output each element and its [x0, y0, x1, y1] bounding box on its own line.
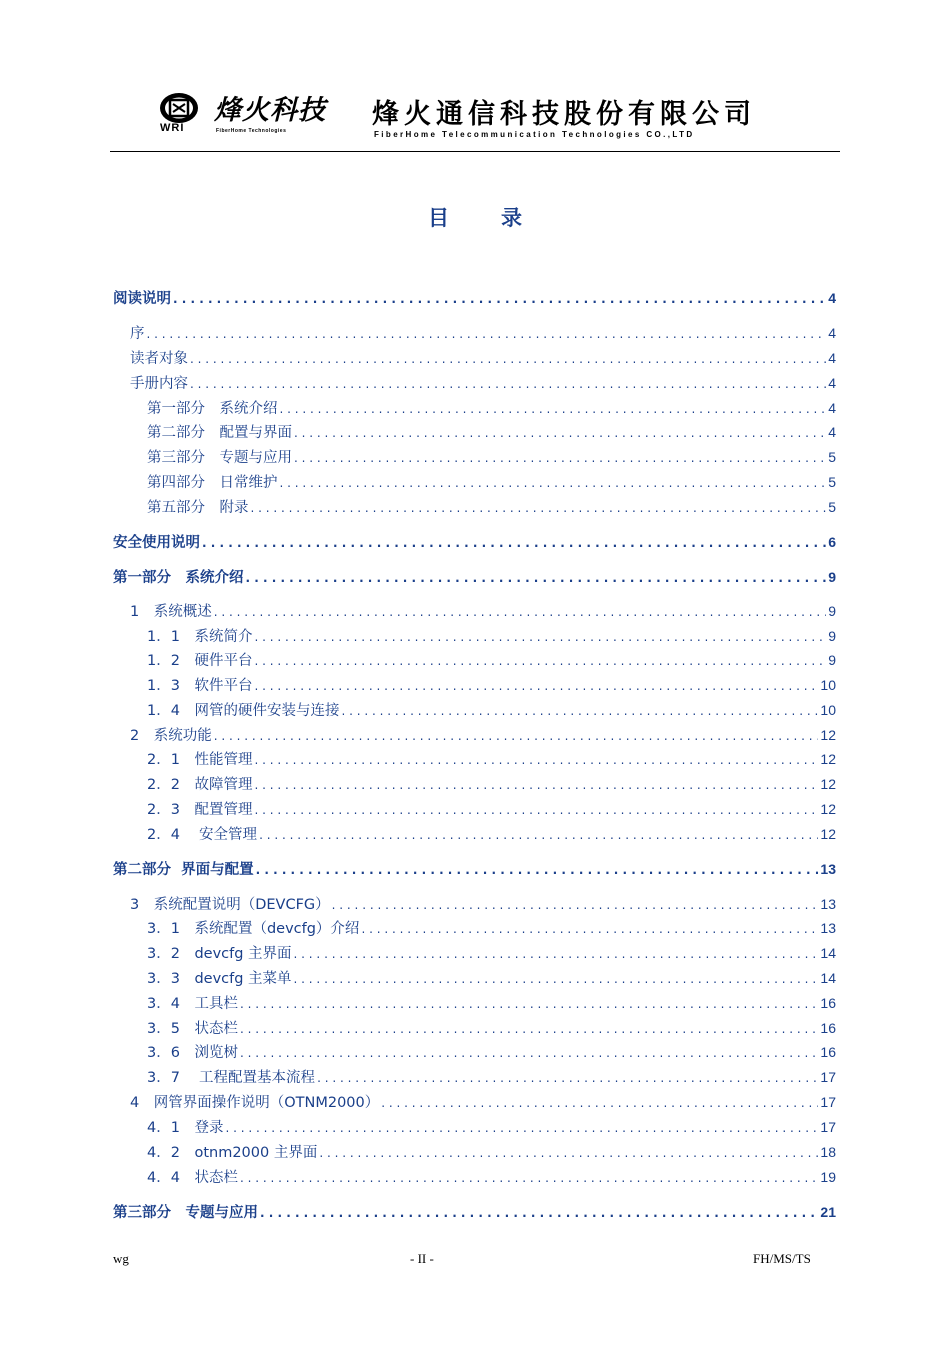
toc-dot-leader	[317, 1071, 818, 1085]
toc-entry-page: 12	[820, 751, 836, 767]
toc-entry[interactable]	[113, 942, 836, 963]
toc-entry-label: 第一部分 系统介绍	[113, 570, 244, 586]
toc-entry[interactable]	[113, 773, 836, 794]
toc-entry[interactable]	[113, 287, 836, 308]
toc-entry-page: 4	[828, 350, 836, 366]
toc-dot-leader	[256, 863, 819, 877]
toc-entry[interactable]	[113, 1091, 836, 1112]
toc-entry[interactable]	[113, 600, 836, 621]
toc-entry[interactable]	[113, 372, 836, 393]
toc-dot-leader	[254, 803, 818, 817]
toc-entry-label: 2．3 配置管理	[147, 802, 253, 818]
toc-entry-label: 2．2 故障管理	[147, 777, 253, 793]
toc-entry-label: 4 网管界面操作说明（OTNM2000）	[130, 1095, 380, 1111]
toc-entry-page: 5	[828, 474, 836, 490]
toc-entry-page: 14	[820, 970, 836, 986]
toc-entry[interactable]	[113, 397, 836, 418]
toc-entry-label: 阅读说明	[113, 291, 171, 307]
toc-entry[interactable]	[113, 471, 836, 492]
toc-entry[interactable]	[113, 446, 836, 467]
toc-entry-page: 9	[828, 603, 836, 619]
toc-entry-label: 1．2 硬件平台	[147, 653, 253, 669]
toc-entry[interactable]	[113, 1201, 836, 1222]
toc-entry-label: 安全使用说明	[113, 535, 200, 551]
toc-entry-label: 1．3 软件平台	[147, 678, 253, 694]
toc-dot-leader	[202, 536, 826, 550]
toc-entry-label: 3．1 系统配置（devcfg）介绍	[147, 921, 360, 937]
toc-entry[interactable]	[113, 858, 836, 879]
toc-entry[interactable]	[113, 992, 836, 1013]
logo-abbreviation: WRI	[160, 122, 185, 134]
toc-entry-page: 13	[820, 861, 836, 877]
toc-dot-leader	[240, 1046, 818, 1060]
toc-entry[interactable]	[113, 625, 836, 646]
toc-dot-leader	[294, 947, 819, 961]
toc-entry-label: 第五部分 附录	[147, 500, 249, 516]
toc-entry[interactable]	[113, 893, 836, 914]
toc-entry-label: 4．4 状态栏	[147, 1170, 238, 1186]
toc-entry-label: 第一部分 系统介绍	[147, 401, 278, 417]
toc-dot-leader	[254, 778, 818, 792]
toc-entry[interactable]	[113, 649, 836, 670]
company-name-chinese: 烽火通信科技股份有限公司	[372, 99, 756, 130]
toc-entry[interactable]	[113, 1116, 836, 1137]
page-title: 目录	[428, 206, 574, 230]
toc-entry-page: 9	[828, 628, 836, 644]
toc-dot-leader	[254, 630, 826, 644]
toc-entry[interactable]	[113, 967, 836, 988]
toc-entry[interactable]	[113, 496, 836, 517]
toc-entry-label: 4．2 otnm2000 主界面	[147, 1145, 318, 1161]
toc-entry[interactable]	[113, 674, 836, 695]
footer-left: wg	[113, 1251, 129, 1266]
toc-entry[interactable]	[113, 1141, 836, 1162]
toc-entry[interactable]	[113, 531, 836, 552]
toc-entry-label: 3．3 devcfg 主菜单	[147, 971, 292, 987]
toc-dot-leader	[246, 571, 827, 585]
toc-entry-page: 17	[820, 1119, 836, 1135]
toc-entry[interactable]	[113, 347, 836, 368]
toc-dot-leader	[254, 679, 818, 693]
toc-entry-label: 3 系统配置说明（DEVCFG）	[130, 897, 330, 913]
toc-dot-leader	[254, 654, 826, 668]
toc-entry-label: 2．1 性能管理	[147, 752, 253, 768]
toc-entry[interactable]	[113, 724, 836, 745]
footer-right: FH/MS/TS	[753, 1251, 811, 1266]
toc-entry[interactable]	[113, 1166, 836, 1187]
toc-entry-page: 14	[820, 945, 836, 961]
toc-entry-page: 10	[820, 677, 836, 693]
company-name-english: FiberHome Telecommunication Technologies CO.,LTD	[374, 130, 695, 139]
page-header	[110, 78, 840, 152]
toc-dot-leader	[260, 1206, 818, 1220]
toc-entry-page: 9	[828, 569, 836, 585]
toc-dot-leader	[280, 476, 827, 490]
toc-entry-label: 1．1 系统简介	[147, 629, 253, 645]
toc-entry-page: 12	[820, 801, 836, 817]
toc-dot-leader	[361, 922, 818, 936]
logo-name-chinese: 烽火科技	[214, 95, 326, 126]
toc-dot-leader	[214, 605, 826, 619]
toc-entry-page: 12	[820, 776, 836, 792]
toc-entry[interactable]	[113, 1017, 836, 1038]
toc-entry-page: 12	[820, 727, 836, 743]
toc-entry-page: 19	[820, 1169, 836, 1185]
toc-entry-label: 读者对象	[130, 351, 188, 367]
toc-entry-label: 第三部分 专题与应用	[113, 1205, 258, 1221]
toc-dot-leader	[240, 1022, 818, 1036]
toc-entry-label: 手册内容	[130, 376, 188, 392]
toc-entry-label: 1 系统概述	[130, 604, 212, 620]
toc-entry-page: 16	[820, 1044, 836, 1060]
toc-dot-leader	[225, 1121, 818, 1135]
toc-entry-page: 12	[820, 826, 836, 842]
toc-entry-page: 21	[820, 1204, 836, 1220]
toc-entry-label: 3．2 devcfg 主界面	[147, 946, 292, 962]
toc-dot-leader	[259, 828, 818, 842]
toc-entry-label: 3．6 浏览树	[147, 1045, 238, 1061]
toc-dot-leader	[190, 352, 826, 366]
toc-dot-leader	[319, 1146, 818, 1160]
toc-dot-leader	[254, 753, 818, 767]
toc-dot-leader	[251, 501, 827, 515]
toc-dot-leader	[214, 729, 819, 743]
toc-dot-leader	[341, 704, 818, 718]
toc-entry-page: 18	[820, 1144, 836, 1160]
toc-dot-leader	[294, 426, 826, 440]
toc-entry[interactable]	[113, 917, 836, 938]
toc-entry[interactable]	[113, 748, 836, 769]
logo-name-english: FiberHome Technologies	[216, 128, 287, 134]
toc-entry-page: 4	[828, 325, 836, 341]
toc-entry-page: 13	[820, 920, 836, 936]
toc-dot-leader	[240, 997, 818, 1011]
toc-entry-page: 6	[828, 534, 836, 550]
toc-entry-label: 第四部分 日常维护	[147, 475, 278, 491]
toc-entry[interactable]	[113, 1066, 836, 1087]
toc-entry-page: 4	[828, 400, 836, 416]
toc-entry[interactable]	[113, 566, 836, 587]
toc-entry-page: 16	[820, 995, 836, 1011]
toc-entry-page: 5	[828, 499, 836, 515]
toc-dot-leader	[294, 972, 819, 986]
toc-entry-page: 9	[828, 652, 836, 668]
toc-entry-label: 1．4 网管的硬件安装与连接	[147, 703, 340, 719]
toc-dot-leader	[332, 898, 819, 912]
toc-entry-page: 4	[828, 424, 836, 440]
toc-entry[interactable]	[113, 798, 836, 819]
toc-entry[interactable]	[113, 421, 836, 442]
toc-entry-label: 2．4 安全管理	[147, 827, 258, 843]
toc-dot-leader	[294, 451, 826, 465]
toc-entry-label: 第二部分 配置与界面	[147, 425, 292, 441]
toc-entry-label: 4．1 登录	[147, 1120, 224, 1136]
footer-page-number: - II -	[410, 1251, 434, 1266]
toc-entry-label: 第二部分 界面与配置	[113, 862, 254, 878]
toc-entry-page: 17	[820, 1094, 836, 1110]
toc-entry-page: 4	[828, 290, 836, 306]
toc-entry-label: 3．7 工程配置基本流程	[147, 1070, 316, 1086]
toc-entry[interactable]	[113, 699, 836, 720]
toc-entry-label: 3．4 工具栏	[147, 996, 238, 1012]
toc-entry-page: 10	[820, 702, 836, 718]
toc-entry[interactable]	[113, 823, 836, 844]
toc-entry-page: 4	[828, 375, 836, 391]
toc-dot-leader	[381, 1096, 818, 1110]
toc-entry-label: 3．5 状态栏	[147, 1021, 238, 1037]
toc-dot-leader	[190, 377, 826, 391]
toc-entry-page: 5	[828, 449, 836, 465]
toc-dot-leader	[173, 292, 826, 306]
toc-entry-page: 17	[820, 1069, 836, 1085]
toc-dot-leader	[280, 402, 827, 416]
toc-entry-label: 序	[130, 326, 145, 342]
toc-entry-page: 13	[820, 896, 836, 912]
toc-entry-label: 2 系统功能	[130, 728, 212, 744]
toc-entry-label: 第三部分 专题与应用	[147, 450, 292, 466]
toc-entry[interactable]	[113, 1041, 836, 1062]
toc-entry[interactable]	[113, 322, 836, 343]
toc-entry-page: 16	[820, 1020, 836, 1036]
header-divider	[110, 151, 840, 152]
toc-dot-leader	[240, 1171, 818, 1185]
toc-dot-leader	[147, 327, 827, 341]
